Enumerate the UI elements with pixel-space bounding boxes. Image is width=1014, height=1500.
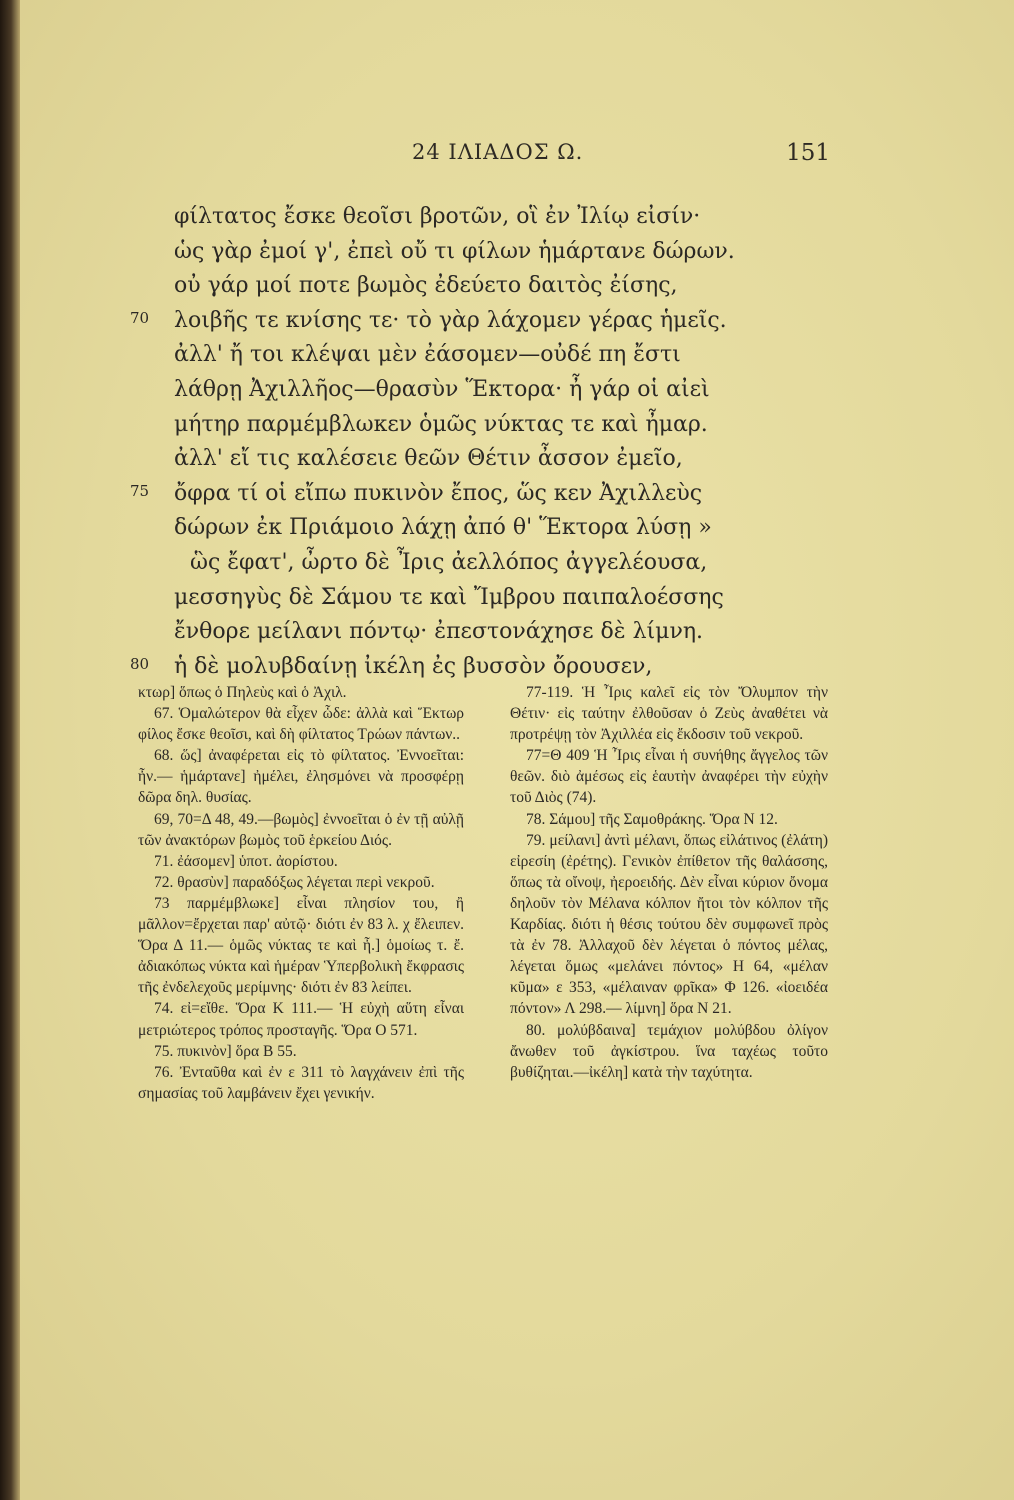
- note-paragraph: 79. μείλανι] ἀντὶ μέλανι, ὅπως εἰλάτινος (ἐλάτη) εἰρεσίη (ἐρέτης). Γενικὸν ἐπίθετον τῆς θαλάσσης, ὅπως τὰ οἴνοψ, ἠεροειδής. Δὲν εἶναι κύριον ὄνομα δηλοῦν τὸν Μέλανα κόλπον ἤτοι τὸν κόλπον τῆς Καρδίας. διότι ἡ θέσις τούτου δὲν συμφωνεῖ πρὸς τὰ ἐν 78. Ἀλλαχοῦ δὲν λέγεται ὁ πόντος μέλας, λέγεται ὅμως «μελάνει πόντος» Η 64, «μέλαν κῦμα» ε 353, «μέλαιναν φρῖκα» Φ 126. «ἰοειδέα πόντον» Λ 298.— λίμνη] ὅρα Ν 21.: [510, 831, 828, 1018]
- verse-text: ὣς ἔφατ', ὦρτο δὲ Ἶρις ἀελλόπος ἀγγελέουσα,: [190, 549, 708, 575]
- note-paragraph: 69, 70=Δ 48, 49.—βωμὸς] ἐννοεῖται ὁ ἐν τῇ αὐλῇ τῶν ἀνακτόρων βωμὸς τοῦ ἑρκείου Διός.: [138, 810, 464, 849]
- binding-gutter: [0, 0, 20, 1500]
- verse-text: μήτηρ παρμέμβλωκεν ὁμῶς νύκτας τε καὶ ἦμαρ.: [174, 411, 708, 437]
- verse-text: οὐ γάρ μοί ποτε βωμὸς ἐδεύετο δαιτὸς ἐίσης,: [174, 273, 678, 299]
- verse-line: [130, 650, 810, 685]
- verse-line: [130, 581, 810, 616]
- verse-line: [130, 546, 810, 581]
- commentary-column-right: [510, 682, 828, 1083]
- verse-text: ὡς γὰρ ἐμοί γ', ἐπεὶ οὔ τι φίλων ἡμάρτανε δώρων.: [174, 238, 735, 264]
- note-paragraph: 80. μολύβδαινα] τεμάχιον μολύβδου ὀλίγον ἄνωθεν τοῦ ἀγκίστρου. ἵνα ταχέως τοῦτο βυθίζηται.—ἰκέλη] κατὰ τὴν ταχύτητα.: [510, 1021, 828, 1081]
- verse-text: δώρων ἐκ Πριάμοιο λάχῃ ἀπό θ' Ἕκτορα λύσῃ »: [174, 515, 712, 541]
- note-paragraph: 72. θρασὺν] παραδόξως λέγεται περὶ νεκροῦ.: [154, 873, 435, 891]
- verse-text: λάθρῃ Ἀχιλλῆος—θρασὺν Ἕκτορα· ἦ γάρ οἱ αἰεὶ: [174, 376, 710, 402]
- note-paragraph: 77-119. Ἡ Ἶρις καλεῖ εἰς τὸν Ὄλυμπον τὴν Θέτιν· εἰς ταύτην ἐλθοῦσαν ὁ Ζεὺς ἀναθέτει νὰ προτρέψῃ τὸν Ἀχιλλέα εἰς ἔκδοσιν τοῦ νεκροῦ.: [510, 684, 828, 744]
- commentary-column-left: [138, 682, 464, 1104]
- note-paragraph: 74. εἰ=εἴθε. Ὅρα Κ 111.— Ἡ εὐχὴ αὕτη εἶναι μετριώτερος τρόπος προσταγῆς. Ὅρα Ο 571.: [138, 1000, 464, 1039]
- verse-line: [130, 235, 810, 270]
- verse-number: 75: [130, 481, 150, 500]
- page-number: 151: [786, 140, 830, 166]
- note-paragraph: 68. ὥς] ἀναφέρεται εἰς τὸ φίλτατος. Ἐννοεῖται: ἦν.— ἡμάρτανε] ἠμέλει, ἐλησμόνει νὰ προσφέρῃ δῶρα δηλ. θυσίας.: [138, 747, 464, 807]
- running-title: 24 ΙΛΙΑΔΟΣ Ω.: [412, 140, 584, 164]
- verse-line: [130, 200, 810, 235]
- verse-text: ἡ δὲ μολυβδαίνῃ ἰκέλη ἐς βυσσὸν ὄρουσεν,: [174, 653, 653, 679]
- verse-number: 80: [130, 654, 150, 673]
- note-paragraph: 75. πυκινὸν] ὅρα Β 55.: [154, 1042, 297, 1060]
- verse-number: 70: [130, 308, 150, 327]
- verse-line: [130, 338, 810, 373]
- note-paragraph: 71. ἐάσομεν] ὑποτ. ἀορίστου.: [154, 852, 338, 870]
- verse-line: [130, 511, 810, 546]
- note-paragraph: 77=Θ 409 Ἡ Ἶρις εἶναι ἡ συνήθης ἄγγελος τῶν θεῶν. διὸ ἀμέσως εἰς ἑαυτὴν ἀναφέρει τὴν εὐχὴν τοῦ Διὸς (74).: [510, 747, 828, 807]
- verse-line: [130, 477, 810, 512]
- verse-text: ἀλλ' ἤ τοι κλέψαι μὲν ἐάσομεν—οὐδέ πη ἔστι: [174, 342, 681, 368]
- verse-line: [130, 442, 810, 477]
- verse-text: ἀλλ' εἴ τις καλέσειε θεῶν Θέτιν ἆσσον ἐμεῖο,: [174, 446, 683, 472]
- verse-line: [130, 373, 810, 408]
- note-paragraph: 67. Ὁμαλώτερον θὰ εἶχεν ὧδε: ἀλλὰ καὶ Ἕκτωρ φίλος ἔσκε θεοῖσι, καὶ δὴ φίλτατος Τρώων πάντων..: [138, 705, 464, 744]
- verse-line: [130, 408, 810, 443]
- note-paragraph: 73 παρμέμβλωκε] εἶναι πλησίον του, ἢ μᾶλλον=ἔρχεται παρ' αὐτῷ· διότι ἐν 83 λ. χ ἔλειπεν. Ὅρα Δ 11.— ὁμῶς νύκτας τε καὶ ἦ.] ὁμοίως τ. ἔ. ἀδιακόπως νύκτα καὶ ἡμέραν Ὑπερβολικὴ ἔκφρασις τῆς ἐνδελεχοῦς μερίμνης· διότι ἐν 83 λείπει.: [138, 894, 464, 997]
- running-header: [150, 140, 830, 180]
- verse-block: [130, 200, 810, 684]
- verse-text: λοιβῆς τε κνίσης τε· τὸ γὰρ λάχομεν γέρας ἡμεῖς.: [174, 307, 727, 333]
- note-paragraph: κτωρ] ὅπως ὁ Πηλεὺς καὶ ὁ Ἀχιλ.: [138, 684, 347, 701]
- verse-text: ὄφρα τί οἱ εἴπω πυκινὸν ἔπος, ὥς κεν Ἀχιλλεὺς: [174, 480, 703, 506]
- verse-line: [130, 615, 810, 650]
- verse-text: ἔνθορε μείλανι πόντῳ· ἐπεστονάχησε δὲ λίμνη.: [174, 619, 703, 645]
- verse-line: [130, 304, 810, 339]
- note-paragraph: 78. Σάμου] τῆς Σαμοθράκης. Ὅρα Ν 12.: [526, 810, 778, 828]
- note-paragraph: 76. Ἐνταῦθα καὶ ἐν ε 311 τὸ λαγχάνειν ἐπὶ τῆς σημασίας τοῦ λαμβάνειν ἔχει γενικήν.: [138, 1063, 464, 1102]
- verse-text: φίλτατος ἔσκε θεοῖσι βροτῶν, οἳ ἐν Ἰλίῳ εἰσίν·: [174, 204, 701, 229]
- verse-text: μεσσηγὺς δὲ Σάμου τε καὶ Ἴμβρου παιπαλοέσσης: [174, 584, 724, 610]
- verse-line: [130, 269, 810, 304]
